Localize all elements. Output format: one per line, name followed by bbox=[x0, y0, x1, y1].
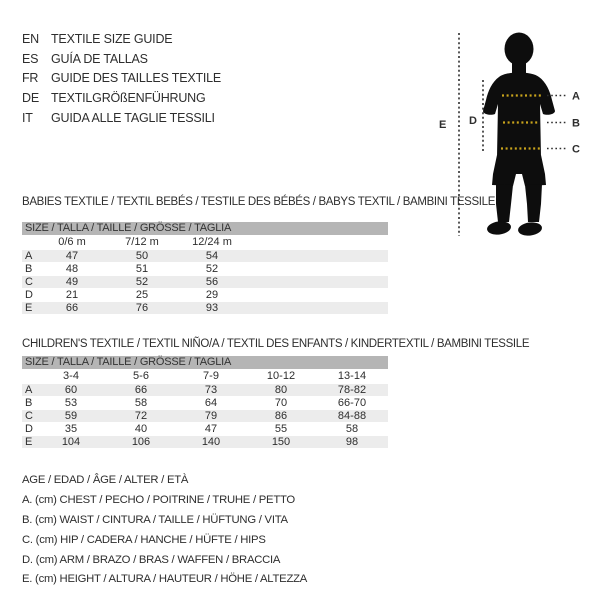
column-header: 7/12 m bbox=[125, 236, 159, 248]
spacer bbox=[247, 250, 388, 262]
cell: 52 bbox=[205, 263, 219, 275]
row-label: D bbox=[25, 423, 33, 435]
language-code: DE bbox=[22, 91, 39, 106]
language-code: ES bbox=[22, 51, 39, 66]
cell: 70 bbox=[274, 397, 288, 409]
table-row bbox=[22, 410, 388, 422]
cell: 66 bbox=[134, 384, 148, 396]
language-label: TEXTILGRÖßENFÜHRUNG bbox=[51, 91, 206, 106]
cell: 21 bbox=[65, 289, 79, 301]
language-code: IT bbox=[22, 111, 33, 126]
cell: 73 bbox=[204, 384, 218, 396]
cell: 79 bbox=[204, 410, 218, 422]
label-arm: D bbox=[469, 115, 477, 127]
cell: 58 bbox=[345, 423, 359, 435]
column-header: 5-6 bbox=[133, 370, 149, 382]
list-item bbox=[22, 88, 221, 108]
cell: 53 bbox=[64, 397, 78, 409]
cell: 140 bbox=[201, 436, 221, 448]
spacer bbox=[247, 302, 388, 314]
babies-size-table bbox=[22, 222, 388, 315]
spacer bbox=[247, 289, 388, 301]
column-header: 3-4 bbox=[63, 370, 79, 382]
cell: 98 bbox=[345, 436, 359, 448]
cell: 86 bbox=[274, 410, 288, 422]
language-code: EN bbox=[22, 31, 39, 46]
cell: 55 bbox=[274, 423, 288, 435]
table-row bbox=[22, 276, 388, 288]
spacer bbox=[247, 236, 388, 249]
label-height: E bbox=[439, 119, 447, 131]
column-header: 12/24 m bbox=[192, 236, 232, 248]
row-label: E bbox=[25, 436, 33, 448]
legend-line-waist: B. (cm) WAIST / CINTURA / TAILLE / HÜFTUNG / VITA bbox=[22, 513, 288, 526]
legend-line-age: AGE / EDAD / ÂGE / ALTER / ETÀ bbox=[22, 474, 189, 486]
row-label: C bbox=[25, 410, 33, 422]
spacer bbox=[22, 236, 37, 249]
table-row bbox=[22, 250, 388, 262]
spacer bbox=[247, 263, 388, 275]
row-label: D bbox=[25, 289, 33, 301]
table-row bbox=[22, 436, 388, 448]
row-label: B bbox=[25, 263, 33, 275]
table-row bbox=[22, 302, 388, 314]
column-header: 0/6 m bbox=[58, 236, 86, 248]
table-row bbox=[22, 263, 388, 275]
cell: 66 bbox=[65, 302, 79, 314]
cell: 49 bbox=[65, 276, 79, 288]
language-label: TEXTILE SIZE GUIDE bbox=[51, 31, 173, 46]
cell: 78-82 bbox=[337, 384, 367, 396]
cell: 47 bbox=[65, 250, 79, 262]
column-header: 13-14 bbox=[337, 370, 367, 382]
cell: 48 bbox=[65, 263, 79, 275]
legend-line-height: E. (cm) HEIGHT / ALTURA / HAUTEUR / HÖHE / ALTEZZA bbox=[22, 573, 308, 586]
row-label: C bbox=[25, 276, 33, 288]
language-label: GUIDE DES TAILLES TEXTILE bbox=[51, 71, 222, 86]
cell: 47 bbox=[204, 423, 218, 435]
table-row bbox=[22, 423, 388, 435]
size-header-bar: SIZE / TALLA / TAILLE / GRÖSSE / TAGLIA bbox=[22, 356, 388, 369]
table-row bbox=[22, 384, 388, 396]
cell: 66-70 bbox=[337, 397, 367, 409]
legend-line-chest: A. (cm) CHEST / PECHO / POITRINE / TRUHE / PETTO bbox=[22, 493, 295, 506]
cell: 106 bbox=[131, 436, 151, 448]
cell: 35 bbox=[64, 423, 78, 435]
label-chest: A bbox=[572, 90, 580, 103]
cell: 93 bbox=[205, 302, 219, 314]
language-list bbox=[22, 29, 221, 128]
column-header: 10-12 bbox=[266, 370, 296, 382]
cell: 54 bbox=[205, 250, 219, 262]
children-size-table bbox=[22, 356, 388, 449]
row-label: A bbox=[25, 384, 33, 396]
babies-table-title: BABIES TEXTILE / TEXTIL BEBÉS / TESTILE DES BÉBÉS / BABYS TEXTIL / BAMBINI TESSILE bbox=[22, 196, 496, 208]
cell: 72 bbox=[134, 410, 148, 422]
spacer bbox=[22, 370, 36, 383]
cell: 29 bbox=[205, 289, 219, 301]
cell: 40 bbox=[134, 423, 148, 435]
column-header: 7-9 bbox=[203, 370, 219, 382]
cell: 51 bbox=[135, 263, 149, 275]
label-waist: B bbox=[572, 117, 580, 130]
list-item bbox=[22, 29, 221, 49]
list-item bbox=[22, 69, 221, 89]
cell: 25 bbox=[135, 289, 149, 301]
row-label: A bbox=[25, 250, 33, 262]
list-item bbox=[22, 108, 221, 128]
cell: 80 bbox=[274, 384, 288, 396]
child-silhouette-diagram bbox=[428, 24, 598, 249]
age-columns-row bbox=[22, 370, 388, 383]
cell: 76 bbox=[135, 302, 149, 314]
row-label: E bbox=[25, 302, 33, 314]
spacer bbox=[247, 276, 388, 288]
label-hip: C bbox=[572, 143, 580, 156]
cell: 104 bbox=[61, 436, 81, 448]
legend-line-arm: D. (cm) ARM / BRAZO / BRAS / WAFFEN / BRACCIA bbox=[22, 553, 281, 566]
legend-line-hip: C. (cm) HIP / CADERA / HANCHE / HÜFTE / HIPS bbox=[22, 533, 266, 546]
cell: 59 bbox=[64, 410, 78, 422]
cell: 50 bbox=[135, 250, 149, 262]
cell: 56 bbox=[205, 276, 219, 288]
size-header-bar: SIZE / TALLA / TAILLE / GRÖSSE / TAGLIA bbox=[22, 222, 388, 235]
list-item bbox=[22, 49, 221, 69]
cell: 84-88 bbox=[337, 410, 367, 422]
row-label: B bbox=[25, 397, 33, 409]
cell: 52 bbox=[135, 276, 149, 288]
language-label: GUIDA ALLE TAGLIE TESSILI bbox=[51, 111, 215, 126]
cell: 150 bbox=[271, 436, 291, 448]
table-row bbox=[22, 397, 388, 409]
language-label: GUÍA DE TALLAS bbox=[51, 51, 148, 66]
measurement-legend bbox=[22, 471, 307, 590]
cell: 64 bbox=[204, 397, 218, 409]
children-table-title: CHILDREN'S TEXTILE / TEXTIL NIÑO/A / TEXTIL DES ENFANTS / KINDERTEXTIL / BAMBINI TESSILE bbox=[22, 338, 530, 350]
table-row bbox=[22, 289, 388, 301]
language-code: FR bbox=[22, 71, 39, 86]
cell: 60 bbox=[64, 384, 78, 396]
cell: 58 bbox=[134, 397, 148, 409]
age-columns-row bbox=[22, 236, 388, 249]
